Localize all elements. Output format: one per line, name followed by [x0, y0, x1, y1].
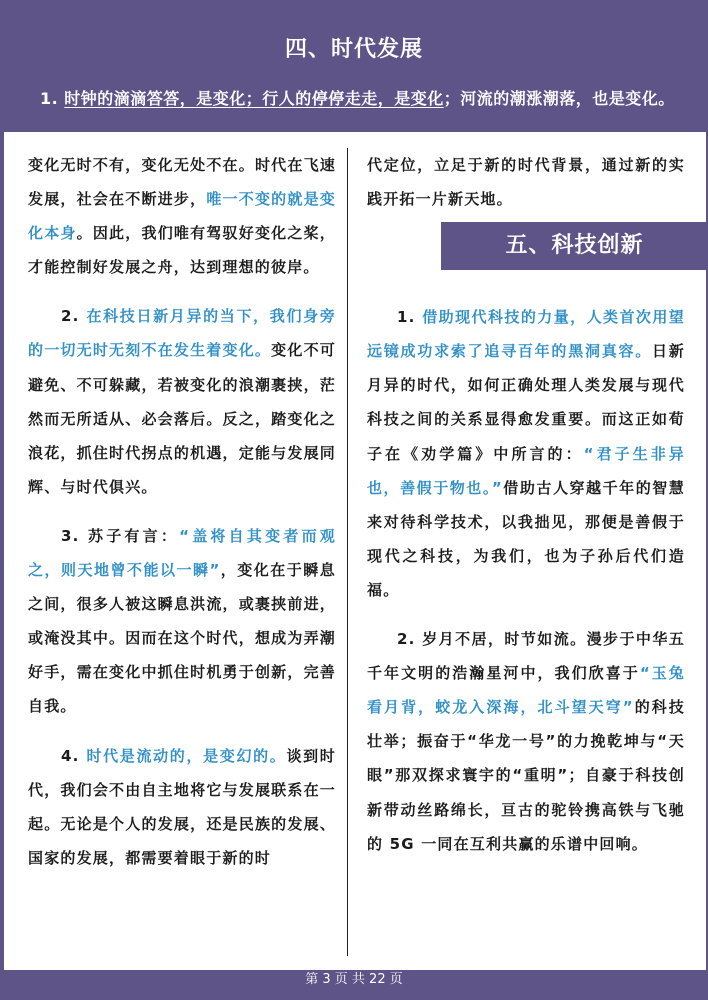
- section-title-era-development: 四、时代发展: [284, 37, 423, 62]
- paragraph-left-4: [28, 739, 336, 875]
- paragraph-number: 4.: [61, 746, 87, 765]
- intro-underlined-text: 时钟的滴滴答答，是变化；行人的停停走走，是变化: [64, 89, 444, 108]
- highlight-text: 借助现代科技的力量，人类首次用望远镜成功求索了追寻百年的黑洞真容。: [367, 308, 685, 361]
- left-column: [28, 148, 336, 875]
- intro-line: [40, 86, 708, 109]
- highlight-text: 唯一不变的就是变化本身: [28, 190, 337, 243]
- paragraph-number: 2.: [61, 307, 87, 326]
- highlight-text: 时代是流动的，是变幻的。: [86, 746, 287, 765]
- paragraph-number: 1.: [397, 308, 423, 327]
- intro-tail-text: ；河流的潮涨潮落，也是变化。: [443, 89, 675, 108]
- text-run: 3. 苏子有言：: [61, 526, 180, 545]
- text-run: 日新月异的时代，如何正确处理人类发展与现代科技之间的关系显得愈发重要。而这正如荀子在《劝学篇》中所言的：: [367, 342, 685, 463]
- highlight-quote: “玉兔看月背，蛟龙入深海，北斗望天穹”: [367, 664, 685, 717]
- text-run: 的科技壮举；振奋于“华龙一号”的力挽乾坤与“天眼”那双探求寰宇的“重明”；自豪于科技创新带动丝路绵长，亘古的驼铃携高铁与飞驰的 5G 一同在互利共赢的乐谱中回响。: [367, 698, 685, 853]
- paragraph-right-1: [367, 300, 685, 607]
- paragraph-left-1: [28, 148, 336, 284]
- text-run: 借助古人穿越千年的智慧来对待科学技术，以我拙见，那便是善假于现代之科技，为我们，也为子孙后代们造福。: [367, 478, 685, 599]
- paragraph-left-2: [28, 299, 336, 504]
- highlight-text: 在科技日新月异的当下，我们身旁的一切无时无刻不在发生着变化。: [28, 307, 336, 360]
- text-run: ，变化在于瞬息之间，很多人被这瞬息洪流，或裹挟前进，或淹没其中。因而在这个时代，想成为弄潮好手，需在变化中抓住时机勇于创新，完善自我。: [28, 561, 336, 716]
- column-divider: [347, 148, 348, 956]
- section-title-tech-innovation: 五、科技创新: [441, 222, 708, 270]
- text-run: 。因此，我们唯有驾驭好变化之桨，才能控制好发展之舟，达到理想的彼岸。: [28, 224, 336, 277]
- paragraph-right-continuation: 代定位，立足于新的时代背景，通过新的实践开拓一片新天地。: [367, 156, 685, 209]
- text-run: 变化无时不有，变化无处不在。时代在飞速发展，社会在不断进步，: [28, 156, 336, 209]
- page-footer: 第 3 页 共 22 页: [305, 972, 403, 987]
- paragraph-right-2: [367, 622, 685, 861]
- intro-number: 1.: [40, 89, 65, 108]
- header-band: [0, 0, 708, 132]
- text-run: 变化不可避免、不可躲藏，若被变化的浪潮裹挟，茫然而无所适从、必会落后。反之，踏变化之浪花，抓住时代拐点的机遇，定能与发展同辉、与时代俱兴。: [28, 341, 336, 496]
- paragraph-left-3: [28, 519, 336, 724]
- text-run: 谈到时代，我们会不由自主地将它与发展联系在一起。无论是个人的发展，还是民族的发展、国家的发展，都需要着眼于新的时: [28, 746, 336, 867]
- highlight-quote: “君子生非异也，善假于物也。”: [367, 444, 686, 497]
- highlight-quote: “盖将自其变者而观之，则天地曾不能以一瞬”: [28, 526, 336, 580]
- text-run: 2. 岁月不居，时节如流。漫步于中华五千年文明的浩瀚星河中，我们欣喜于: [367, 630, 685, 683]
